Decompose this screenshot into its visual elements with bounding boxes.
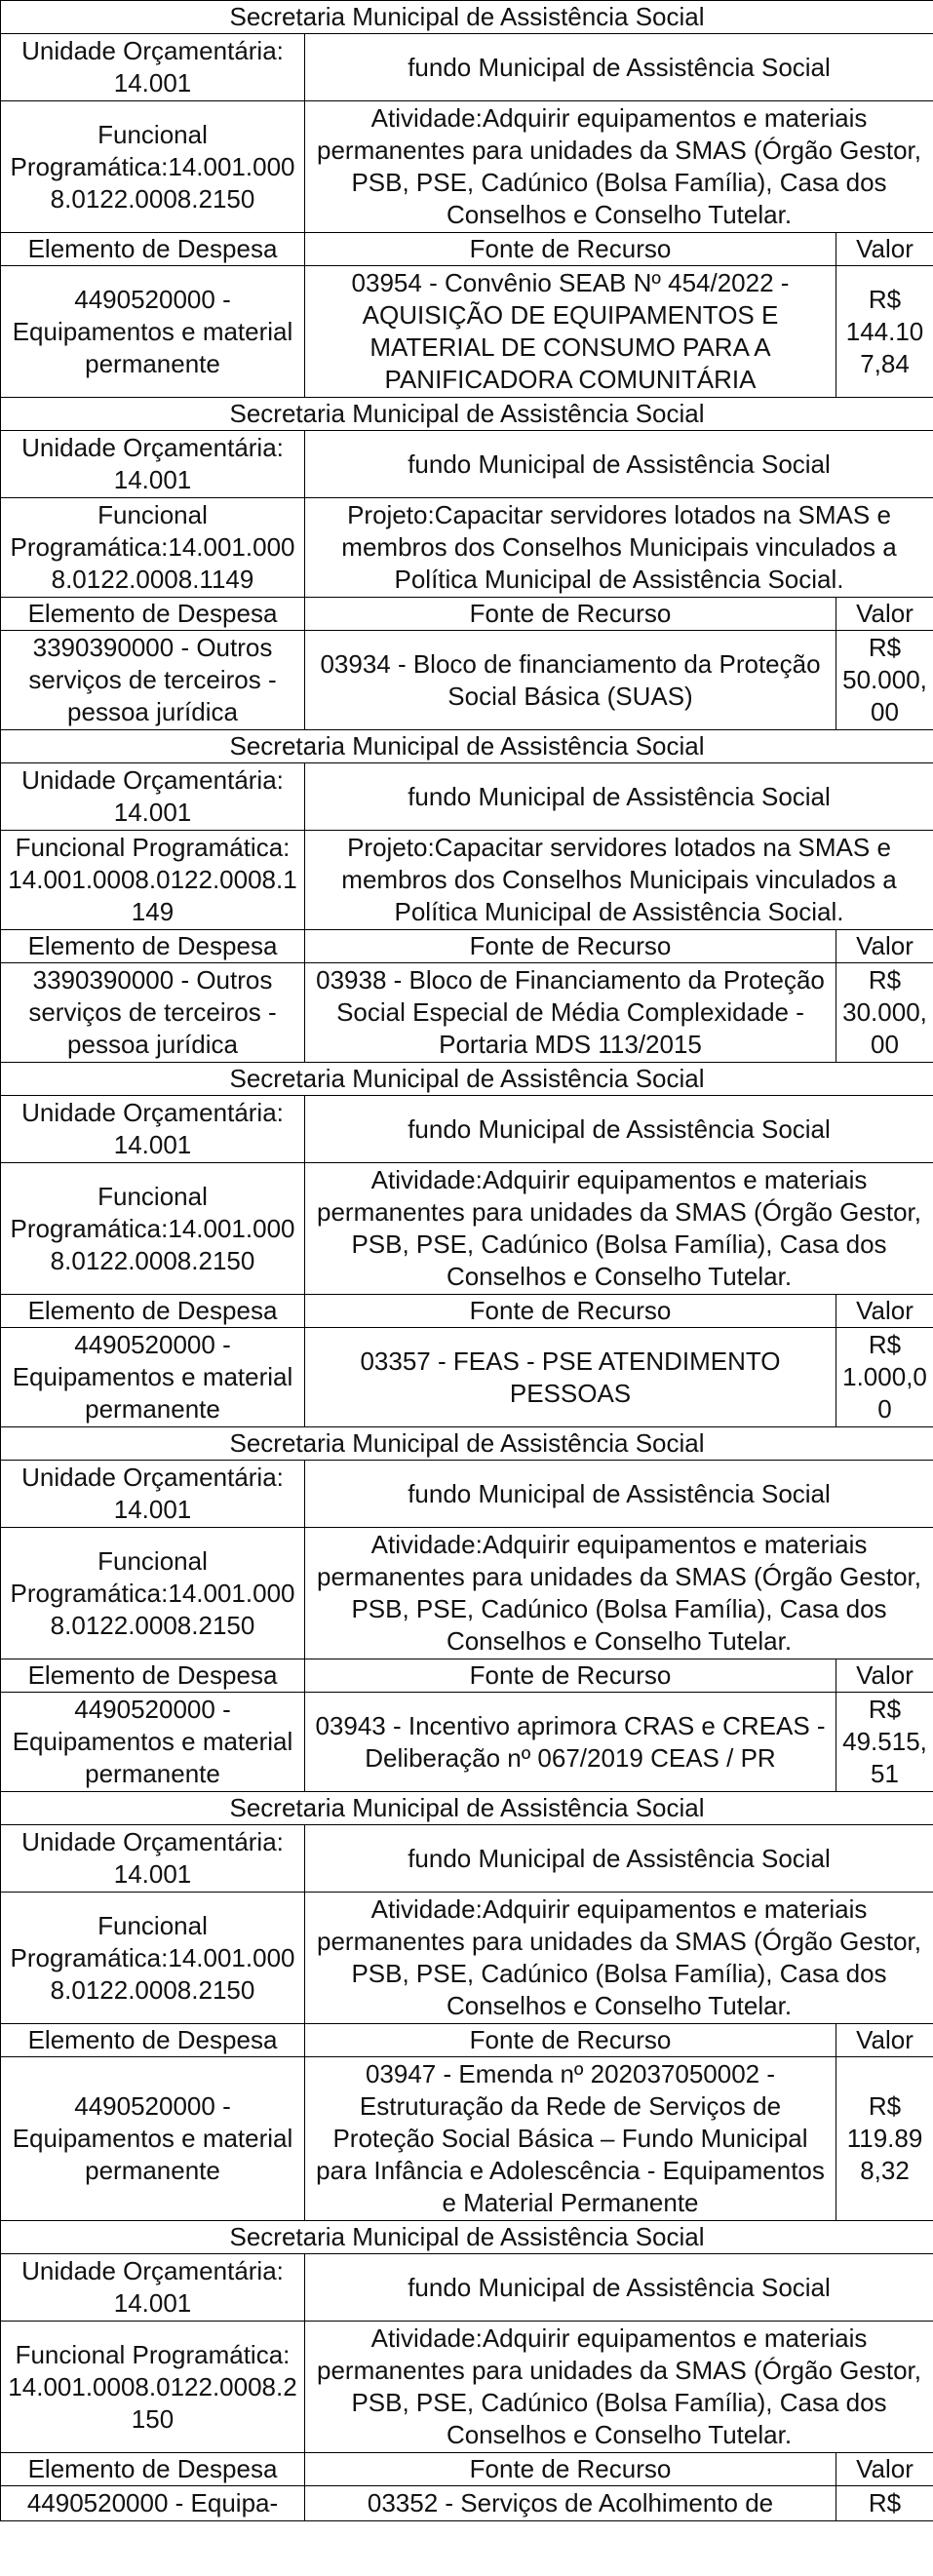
action-description: Atividade:Adquirir equipamentos e materiais permanentes para unidades da SMAS (Órgão Gestor, PSB, PSE, Cadúnico (Bolsa Família), Casa dos Conselhos e Conselho Tutelar. (305, 2322, 933, 2453)
expense-data-row (1, 631, 933, 730)
valor-amount: R$ 144.107,84 (836, 266, 933, 398)
action-description: Projeto:Capacitar servidores lotados na SMAS e membros dos Conselhos Municipais vinculados a Política Municipal de Assistência Social. (305, 498, 933, 598)
secretaria-title: Secretaria Municipal de Assistência Social (1, 730, 933, 763)
elemento-despesa: 3390390000 - Outros serviços de terceiros - pessoa jurídica (1, 963, 305, 1063)
unidade-row (1, 1096, 933, 1163)
unidade-row (1, 1461, 933, 1528)
expense-data-row (1, 1693, 933, 1792)
secretaria-title: Secretaria Municipal de Assistência Social (1, 398, 933, 431)
header-fonte-recurso: Fonte de Recurso (305, 1295, 836, 1328)
action-description: Projeto:Capacitar servidores lotados na SMAS e membros dos Conselhos Municipais vinculados a Política Municipal de Assistência Social. (305, 831, 933, 930)
action-description: Atividade:Adquirir equipamentos e materiais permanentes para unidades da SMAS (Órgão Gestor, PSB, PSE, Cadúnico (Bolsa Família), Casa dos Conselhos e Conselho Tutelar. (305, 101, 933, 233)
header-valor: Valor (836, 1659, 933, 1693)
fonte-recurso: 03943 - Incentivo aprimora CRAS e CREAS - Deliberação nº 067/2019 CEAS / PR (305, 1693, 836, 1792)
unidade-row (1, 431, 933, 498)
secretaria-row (1, 1, 933, 34)
expense-data-row (1, 266, 933, 398)
unidade-orcamentaria: Unidade Orçamentária: 14.001 (1, 34, 305, 101)
valor-amount: R$ 1.000,00 (836, 1328, 933, 1427)
action-description: Atividade:Adquirir equipamentos e materiais permanentes para unidades da SMAS (Órgão Gestor, PSB, PSE, Cadúnico (Bolsa Família), Casa dos Conselhos e Conselho Tutelar. (305, 1893, 933, 2024)
action-description: Atividade:Adquirir equipamentos e materiais permanentes para unidades da SMAS (Órgão Gestor, PSB, PSE, Cadúnico (Bolsa Família), Casa dos Conselhos e Conselho Tutelar. (305, 1528, 933, 1659)
secretaria-title: Secretaria Municipal de Assistência Social (1, 1063, 933, 1096)
column-header-row (1, 598, 933, 631)
fundo-name: fundo Municipal de Assistência Social (305, 1825, 933, 1893)
header-elemento-despesa: Elemento de Despesa (1, 233, 305, 266)
valor-amount: R$ (836, 2486, 933, 2521)
header-fonte-recurso: Fonte de Recurso (305, 2453, 836, 2486)
secretaria-title: Secretaria Municipal de Assistência Social (1, 1427, 933, 1461)
header-valor: Valor (836, 930, 933, 963)
expense-data-row (1, 1328, 933, 1427)
header-fonte-recurso: Fonte de Recurso (305, 2024, 836, 2057)
header-valor: Valor (836, 1295, 933, 1328)
action-description: Atividade:Adquirir equipamentos e materiais permanentes para unidades da SMAS (Órgão Gestor, PSB, PSE, Cadúnico (Bolsa Família), Casa dos Conselhos e Conselho Tutelar. (305, 1163, 933, 1295)
fonte-recurso: 03947 - Emenda nº 202037050002 - Estruturação da Rede de Serviços de Proteção Social Básica – Fundo Municipal para Infância e Adolescência - Equipamentos e Material Permanente (305, 2057, 836, 2221)
header-valor: Valor (836, 598, 933, 631)
secretaria-row (1, 1792, 933, 1825)
funcional-row (1, 2322, 933, 2453)
column-header-row (1, 1295, 933, 1328)
header-elemento-despesa: Elemento de Despesa (1, 2453, 305, 2486)
column-header-row (1, 2453, 933, 2486)
elemento-despesa: 4490520000 - Equipa- (1, 2486, 305, 2521)
fundo-name: fundo Municipal de Assistência Social (305, 1461, 933, 1528)
header-valor: Valor (836, 233, 933, 266)
secretaria-row (1, 1427, 933, 1461)
header-elemento-despesa: Elemento de Despesa (1, 1659, 305, 1693)
secretaria-row (1, 730, 933, 763)
funcional-programatica: Funcional Programática:14.001.0008.0122.0008.2150 (1, 1893, 305, 2024)
column-header-row (1, 930, 933, 963)
header-elemento-despesa: Elemento de Despesa (1, 2024, 305, 2057)
secretaria-title: Secretaria Municipal de Assistência Social (1, 1792, 933, 1825)
funcional-programatica: Funcional Programática:14.001.0008.0122.0008.2150 (1, 101, 305, 233)
unidade-row (1, 34, 933, 101)
fonte-recurso: 03934 - Bloco de financiamento da Proteção Social Básica (SUAS) (305, 631, 836, 730)
secretaria-row (1, 2221, 933, 2254)
unidade-row (1, 1825, 933, 1893)
unidade-row (1, 2254, 933, 2322)
unidade-orcamentaria: Unidade Orçamentária: 14.001 (1, 763, 305, 831)
fonte-recurso: 03352 - Serviços de Acolhimento de (305, 2486, 836, 2521)
header-valor: Valor (836, 2453, 933, 2486)
valor-amount: R$ 30.000,00 (836, 963, 933, 1063)
unidade-row (1, 763, 933, 831)
elemento-despesa: 4490520000 - Equipamentos e material permanente (1, 266, 305, 398)
funcional-row (1, 1528, 933, 1659)
header-fonte-recurso: Fonte de Recurso (305, 598, 836, 631)
header-elemento-despesa: Elemento de Despesa (1, 1295, 305, 1328)
header-fonte-recurso: Fonte de Recurso (305, 930, 836, 963)
header-elemento-despesa: Elemento de Despesa (1, 598, 305, 631)
funcional-row (1, 101, 933, 233)
fundo-name: fundo Municipal de Assistência Social (305, 34, 933, 101)
unidade-orcamentaria: Unidade Orçamentária: 14.001 (1, 1096, 305, 1163)
header-elemento-despesa: Elemento de Despesa (1, 930, 305, 963)
fonte-recurso: 03938 - Bloco de Financiamento da Proteção Social Especial de Média Complexidade - Portaria MDS 113/2015 (305, 963, 836, 1063)
column-header-row (1, 2024, 933, 2057)
funcional-programatica: Funcional Programática: 14.001.0008.0122.0008.1149 (1, 831, 305, 930)
funcional-programatica: Funcional Programática:14.001.0008.0122.0008.1149 (1, 498, 305, 598)
valor-amount: R$ 119.898,32 (836, 2057, 933, 2221)
valor-amount: R$ 49.515,51 (836, 1693, 933, 1792)
expense-data-row (1, 2486, 933, 2521)
unidade-orcamentaria: Unidade Orçamentária: 14.001 (1, 1461, 305, 1528)
funcional-programatica: Funcional Programática: 14.001.0008.0122.0008.2150 (1, 2322, 305, 2453)
funcional-programatica: Funcional Programática:14.001.0008.0122.0008.2150 (1, 1528, 305, 1659)
elemento-despesa: 4490520000 - Equipamentos e material permanente (1, 1693, 305, 1792)
header-fonte-recurso: Fonte de Recurso (305, 233, 836, 266)
column-header-row (1, 1659, 933, 1693)
expense-data-row (1, 2057, 933, 2221)
funcional-programatica: Funcional Programática:14.001.0008.0122.0008.2150 (1, 1163, 305, 1295)
secretaria-title: Secretaria Municipal de Assistência Social (1, 2221, 933, 2254)
elemento-despesa: 4490520000 - Equipamentos e material permanente (1, 1328, 305, 1427)
header-fonte-recurso: Fonte de Recurso (305, 1659, 836, 1693)
funcional-row (1, 1163, 933, 1295)
elemento-despesa: 3390390000 - Outros serviços de terceiros - pessoa jurídica (1, 631, 305, 730)
fundo-name: fundo Municipal de Assistência Social (305, 763, 933, 831)
secretaria-row (1, 1063, 933, 1096)
unidade-orcamentaria: Unidade Orçamentária: 14.001 (1, 2254, 305, 2322)
fundo-name: fundo Municipal de Assistência Social (305, 431, 933, 498)
elemento-despesa: 4490520000 - Equipamentos e material permanente (1, 2057, 305, 2221)
fonte-recurso: 03954 - Convênio SEAB Nº 454/2022 -AQUISIÇÃO DE EQUIPAMENTOS E MATERIAL DE CONSUMO PARA A PANIFICADORA COMUNITÁRIA (305, 266, 836, 398)
column-header-row (1, 233, 933, 266)
fundo-name: fundo Municipal de Assistência Social (305, 1096, 933, 1163)
unidade-orcamentaria: Unidade Orçamentária: 14.001 (1, 431, 305, 498)
funcional-row (1, 1893, 933, 2024)
expense-data-row (1, 963, 933, 1063)
fundo-name: fundo Municipal de Assistência Social (305, 2254, 933, 2322)
secretaria-title: Secretaria Municipal de Assistência Social (1, 1, 933, 34)
valor-amount: R$ 50.000,00 (836, 631, 933, 730)
funcional-row (1, 831, 933, 930)
funcional-row (1, 498, 933, 598)
fonte-recurso: 03357 - FEAS - PSE ATENDIMENTO PESSOAS (305, 1328, 836, 1427)
unidade-orcamentaria: Unidade Orçamentária: 14.001 (1, 1825, 305, 1893)
secretaria-row (1, 398, 933, 431)
header-valor: Valor (836, 2024, 933, 2057)
